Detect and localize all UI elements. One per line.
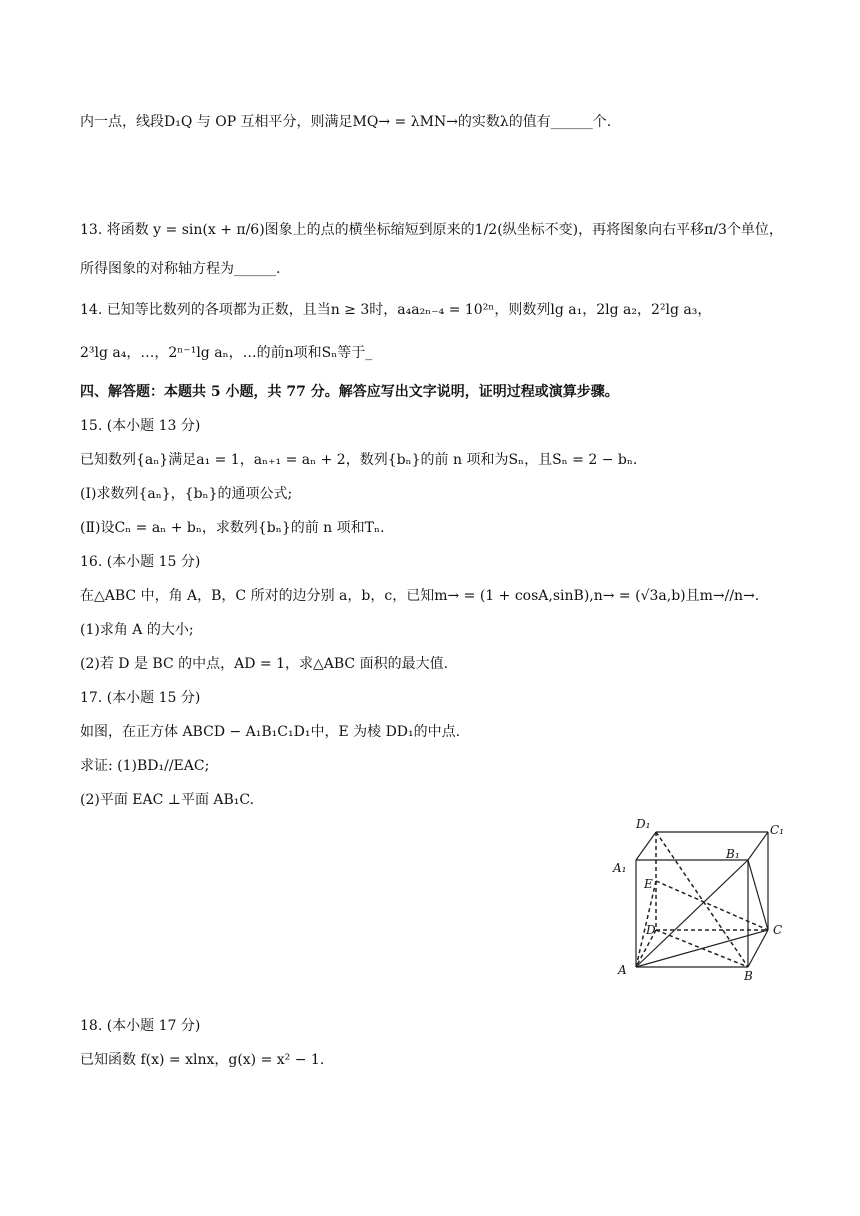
problem-16-title: 16. (本小题 15 分) — [80, 554, 201, 570]
problem-15-stem: 已知数列{aₙ}满足a₁ = 1，aₙ₊₁ = aₙ + 2，数列{bₙ}的前 n 项和为Sₙ，且Sₙ = 2 − bₙ. — [80, 452, 638, 468]
problem-16-part-2: (2)若 D 是 BC 的中点，AD = 1，求△ABC 面积的最大值. — [80, 656, 449, 672]
diag-db-hidden — [656, 930, 748, 967]
label-e: E — [644, 877, 653, 891]
cube-figure — [608, 812, 788, 984]
label-c: C — [773, 923, 783, 937]
problem-15-part-2: (Ⅱ)设Cₙ = aₙ + bₙ，求数列{bₙ}的前 n 项和Tₙ. — [80, 520, 385, 536]
label-d1: D₁ — [636, 817, 651, 831]
edge-bc — [748, 930, 768, 967]
edge-d1a1 — [636, 832, 656, 860]
label-a1: A₁ — [613, 861, 627, 875]
problem-17-part-1: 求证: (1)BD₁//EAC; — [80, 758, 210, 774]
problem-18-title: 18. (本小题 17 分) — [80, 1018, 201, 1034]
problem-13-line-1: 13. 将函数 y = sin(x + π/6)图象上的点的横坐标缩短到原来的1/2(纵坐标不变)，再将图象向右平移π/3个单位， — [80, 222, 783, 238]
problem-17-stem: 如图，在正方体 ABCD − A₁B₁C₁D₁中，E 为棱 DD₁的中点. — [80, 724, 461, 740]
problem-18-stem: 已知函数 f(x) = xlnx，g(x) = x² − 1. — [80, 1052, 325, 1068]
seg-ec-hidden — [656, 881, 768, 930]
problem-14-line-1: 14. 已知等比数列的各项都为正数，且当n ≥ 3时，a₄a₂ₙ₋₄ = 10²ⁿ，则数列lg a₁，2lg a₂，2²lg a₃， — [80, 302, 712, 318]
edge-c1b1 — [748, 832, 768, 860]
label-d: D — [646, 923, 656, 937]
label-a: A — [618, 963, 627, 977]
section-heading: 四、解答题：本题共 5 小题，共 77 分。解答应写出文字说明，证明过程或演算步骤。 — [80, 384, 619, 400]
label-b: B — [744, 969, 753, 983]
problem-16-part-1: (1)求角 A 的大小; — [80, 622, 194, 638]
edge-b1c — [748, 860, 768, 930]
label-c1: C₁ — [770, 823, 784, 837]
problem-13-line-2: 所得图象的对称轴方程为______. — [80, 261, 281, 277]
problem-17-part-2: (2)平面 EAC ⊥平面 AB₁C. — [80, 792, 255, 808]
problem-15-title: 15. (本小题 13 分) — [80, 418, 201, 434]
problem-15-part-1: (Ⅰ)求数列{aₙ}，{bₙ}的通项公式; — [80, 486, 293, 502]
label-b1: B₁ — [726, 847, 740, 861]
problem-17-title: 17. (本小题 15 分) — [80, 690, 201, 706]
problem-16-stem: 在△ABC 中，角 A，B，C 所对的边分别 a，b，c，已知m→ = (1 + cosA,sinB),n→ = (√3a,b)且m→//n→. — [80, 588, 760, 604]
problem-12-tail: 内一点，线段D₁Q 与 OP 互相平分，则满足MQ→ = λMN→的实数λ的值有______个. — [80, 114, 612, 130]
problem-14-line-2: 2³lg a₄，…，2ⁿ⁻¹lg aₙ，…的前n项和Sₙ等于_ — [80, 345, 373, 361]
